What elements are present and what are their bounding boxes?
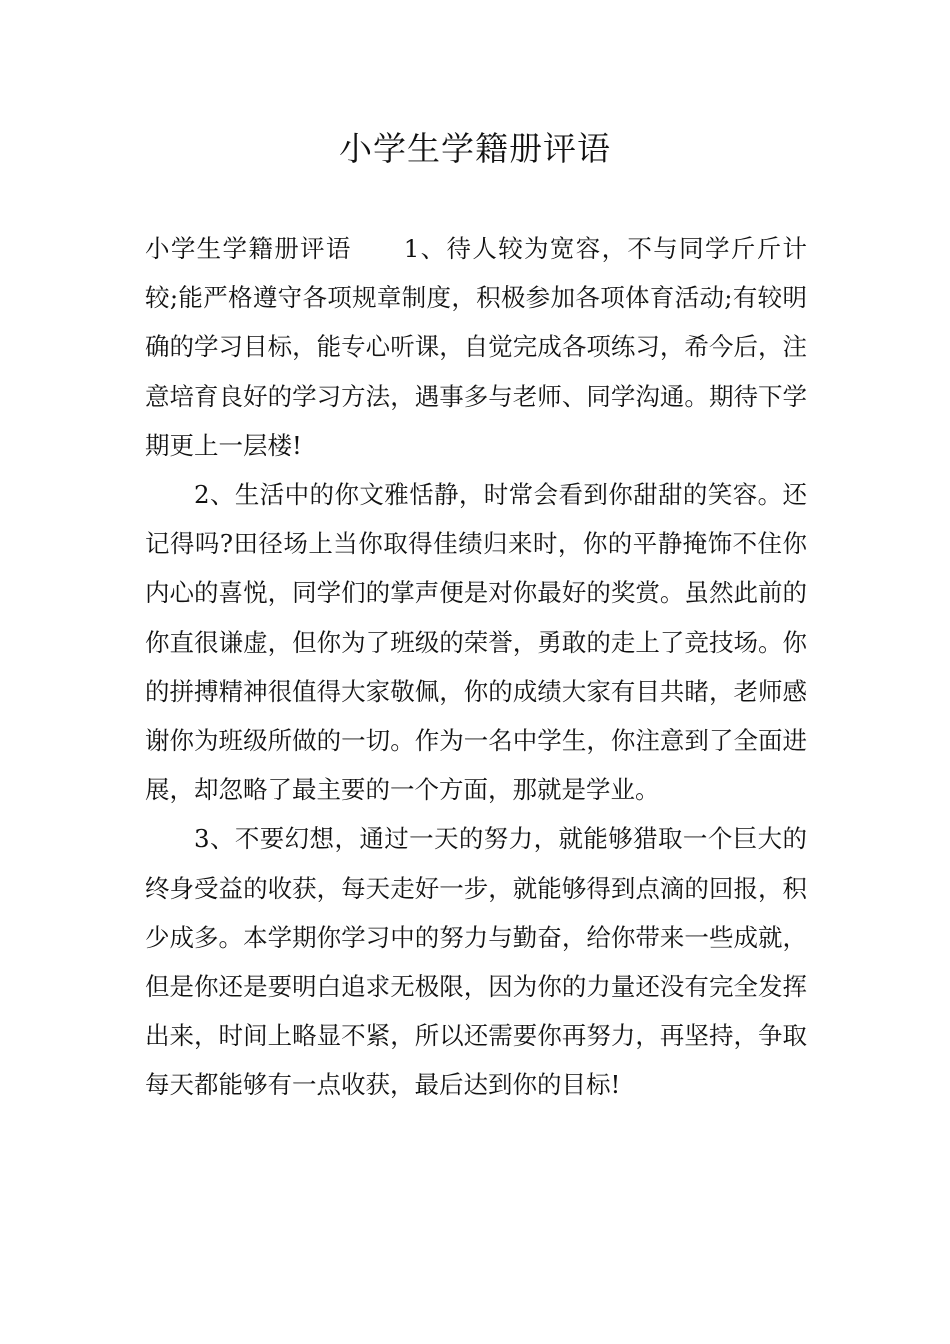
paragraph-1-text: 1、待人较为宽容，不与同学斤斤计较;能严格遵守各项规章制度，积极参加各项体育活动;有较明确的学习目标，能专心听课，自觉完成各项练习，希今后，注意培育良好的学习方法，遇事多与老师、同学沟通。期待下学期更上一层楼! (145, 234, 807, 460)
paragraph-3: 3、不要幻想，通过一天的努力，就能够猎取一个巨大的终身受益的收获，每天走好一步，就能够得到点滴的回报，积少成多。本学期你学习中的努力与勤奋，给你带来一些成就，但是你还是要明白追求无极限，因为你的力量还没有完全发挥出来，时间上略显不紧，所以还需要你再努力，再坚持，争取每天都能够有一点收获，最后达到你的目标! (145, 824, 807, 1100)
paragraph-1 (145, 224, 807, 470)
document-body (145, 224, 807, 1110)
document-title: 小学生学籍册评语 (339, 129, 611, 168)
intro-label: 小学生学籍册评语 (145, 234, 352, 263)
paragraph-2: 2、生活中的你文雅恬静，时常会看到你甜甜的笑容。还记得吗?田径场上当你取得佳绩归来时，你的平静掩饰不住你内心的喜悦，同学们的掌声便是对你最好的奖赏。虽然此前的你直很谦虚，但你为了班级的荣誉，勇敢的走上了竞技场。你的拼搏精神很值得大家敬佩，你的成绩大家有目共睹，老师感谢你为班级所做的一切。作为一名中学生，你注意到了全面进展，却忽略了最主要的一个方面，那就是学业。 (145, 480, 807, 805)
